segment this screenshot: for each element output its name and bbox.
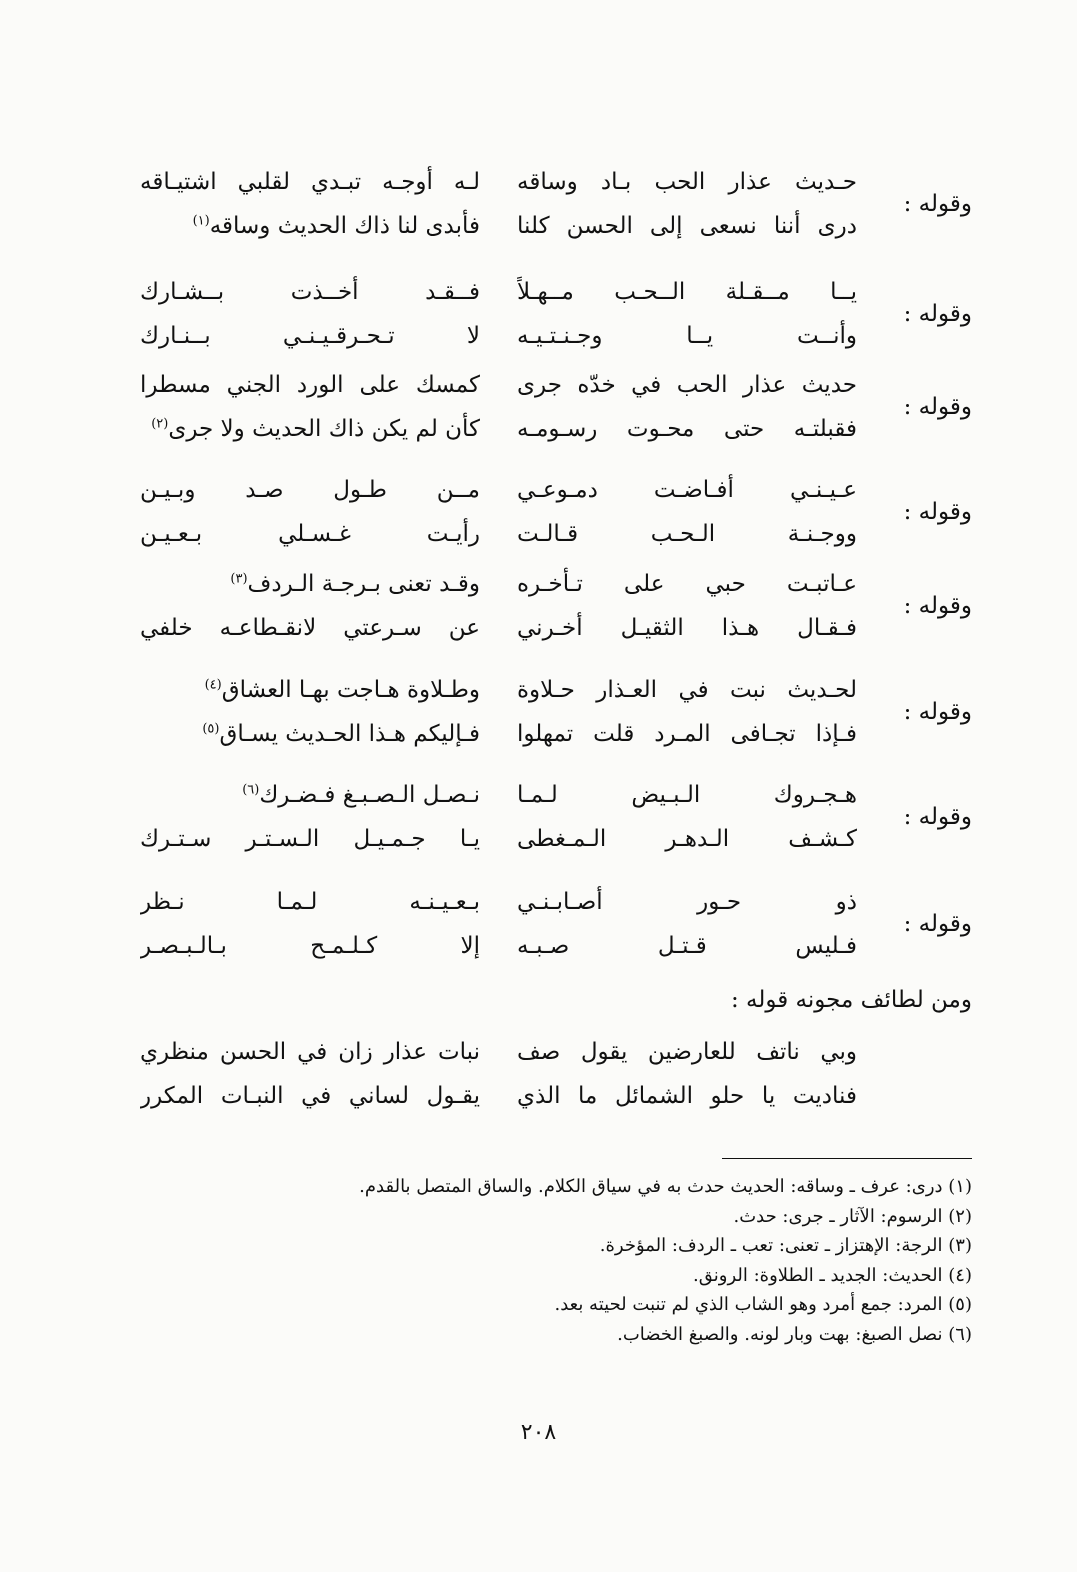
first-hemistich-column [517, 270, 857, 358]
verse-line: يـا جـمـيـل الـسـتـر سـتـرك [140, 826, 480, 852]
poem-entry [0, 160, 1077, 250]
second-hemistich-column [140, 468, 480, 556]
verse-line: عـاتبـت حبي على تـأخـره [517, 571, 857, 597]
verse-line: ذو حـور أصـابـنـي [517, 889, 857, 915]
verse-line: فـقـال هـذا الثقيـل أخـرني [517, 615, 857, 641]
verse-line: فقبلتـه حتى محـوت رسـومـه [517, 416, 857, 442]
first-hemistich-column [517, 668, 857, 756]
footnotes [142, 1172, 972, 1349]
verse-line [140, 562, 480, 606]
second-hemistich-column [140, 160, 480, 248]
poem-entry [0, 270, 1077, 360]
poem-entry [0, 468, 1077, 558]
poem-entry [0, 880, 1077, 970]
verse-line: كـشـف الـدهـر الـمـغطى [517, 826, 857, 852]
footnote-ref: (١) [192, 213, 210, 229]
verse-line: يقـول لساني في النبـات المكرر [140, 1083, 480, 1109]
verse-line: فــقـد أخــذت بــشـارك [140, 279, 480, 305]
second-hemistich-column [140, 270, 480, 358]
verse-line: لحـديث نبت في العـذار حـلاوة [517, 677, 857, 703]
verse-line: ووجـنـة الـحـب قـالـت [517, 521, 857, 547]
verse-text: وطـلاوة هـاجت بهـا العشاق [221, 677, 480, 703]
verse-line: وأنــت يــا وجـنـتـيـه [517, 323, 857, 349]
first-hemistich-column [517, 562, 857, 650]
footnote: (١) درى: عرف ـ وساقه: الحديث حدث به في سياق الكلام. والساق المتصل بالقدم. [359, 1176, 972, 1197]
footnote: (٣) الرجة: الإهتزاز ـ تعنى: تعب ـ الردف: المؤخرة. [599, 1235, 972, 1256]
verse-line: حديث عذار الحب في خدّه جرى [517, 372, 857, 398]
verse-line: عـيـنـي أفـاضـت دمـوعـي [517, 477, 857, 503]
poem-entry [0, 668, 1077, 758]
entry-label: وقوله : [903, 394, 972, 420]
verse-line: كمسك على الورد الجني مسطرا [140, 372, 480, 398]
entry-label: وقوله : [903, 699, 972, 725]
verse-line: فـليس قـتـل صـبـه [517, 933, 857, 959]
first-hemistich-column [517, 773, 857, 861]
entry-label: وقوله : [903, 499, 972, 525]
poem-entry [0, 363, 1077, 453]
footnote-ref: (٤) [204, 677, 222, 693]
verse-text: نـصـل الـصـبـغ فـضـرك [259, 782, 480, 808]
first-hemistich-column [517, 363, 857, 451]
verse-line: فناديت يا حلو الشمائل ما الذي [517, 1083, 857, 1109]
verse-text: فـإليكم هـذا الحـديث يسـاق [219, 721, 480, 747]
verse-line: لا تـحـرقـيـنـي بــنـارك [140, 323, 480, 349]
verse-line: رأيـت غـسـلي بـعـيـن [140, 521, 480, 547]
poem-entry [0, 562, 1077, 652]
verse-line: حـديث عذار الحب بـاد وساقه [517, 169, 857, 195]
verse-line: درى أننا نسعى إلى الحسن كلنا [517, 213, 857, 239]
second-hemistich-column [140, 1030, 480, 1118]
first-hemistich-column [517, 880, 857, 968]
poem-entry [0, 773, 1077, 863]
verse-text: كأن لم يكن ذاك الحديث ولا جرى [168, 416, 480, 442]
entry-label: وقوله : [903, 911, 972, 937]
first-hemistich-column [517, 1030, 857, 1118]
footnote: (٦) نصل الصبغ: بهت وبار لونه. والصبغ الخضاب. [617, 1323, 972, 1345]
entry-label: وقوله : [903, 191, 972, 217]
verse-line [140, 204, 480, 248]
footnote-ref: (٣) [230, 571, 248, 587]
entry-label: وقوله : [903, 804, 972, 830]
entry-label: وقوله : [903, 301, 972, 327]
verse-text: فأبدى لنا ذاك الحديث وساقه [209, 213, 480, 239]
verse-text: وقـد تعنى بـرجـة الـردف [247, 571, 480, 597]
second-hemistich-column [140, 668, 480, 756]
footnote-ref: (٢) [151, 416, 169, 432]
verse-line: هـجـروك الـبـيض لـمـا [517, 782, 857, 808]
verse-line: لـه أوجـه تبـدي لقلبي اشتيـاقه [140, 169, 480, 195]
section-intro: ومن لطائف مجونه قوله : [730, 987, 972, 1013]
verse-line: مــن طـول صـد وبـيـن [140, 477, 480, 503]
verse-line: عن سـرعتي لانقـطاعـه خلفي [140, 615, 480, 641]
entry-label: وقوله : [903, 593, 972, 619]
second-hemistich-column [140, 880, 480, 968]
verse-line: بـعـيـنـه لـمـا نـظر [140, 889, 480, 915]
poem-entry [0, 1030, 1077, 1120]
verse-line: يــا مــقـلة الــحـب مــهـلاً [517, 279, 857, 305]
second-hemistich-column [140, 363, 480, 451]
verse-line [140, 668, 480, 712]
second-hemistich-column [140, 562, 480, 650]
footnote: (٤) الحديث: الجديد ـ الطلاوة: الرونق. [693, 1264, 972, 1286]
verse-line: فـإذا تجـافى المـرد قلت تمهلوا [517, 721, 857, 747]
verse-line: وبي ناتف للعارضين يقول صف [517, 1039, 857, 1065]
verse-line: إلا كـلـمـح بـالـبـصـر [140, 933, 480, 959]
verse-line: نبات عذار زان في الحسن منظري [140, 1039, 480, 1065]
footnote: (٥) المرد: جمع أمرد وهو الشاب الذي لم تنبت لحيته بعد. [554, 1294, 972, 1315]
footnote: (٢) الرسوم: الآثار ـ جرى: حدث. [733, 1205, 972, 1227]
first-hemistich-column [517, 468, 857, 556]
footnote-separator [722, 1158, 972, 1159]
verse-line [140, 773, 480, 817]
verse-line [140, 712, 480, 756]
footnote-ref: (٦) [242, 782, 260, 798]
footnote-ref: (٥) [202, 721, 220, 737]
page-number: ٢٠٨ [520, 1420, 557, 1445]
verse-line [140, 407, 480, 451]
second-hemistich-column [140, 773, 480, 861]
first-hemistich-column [517, 160, 857, 248]
